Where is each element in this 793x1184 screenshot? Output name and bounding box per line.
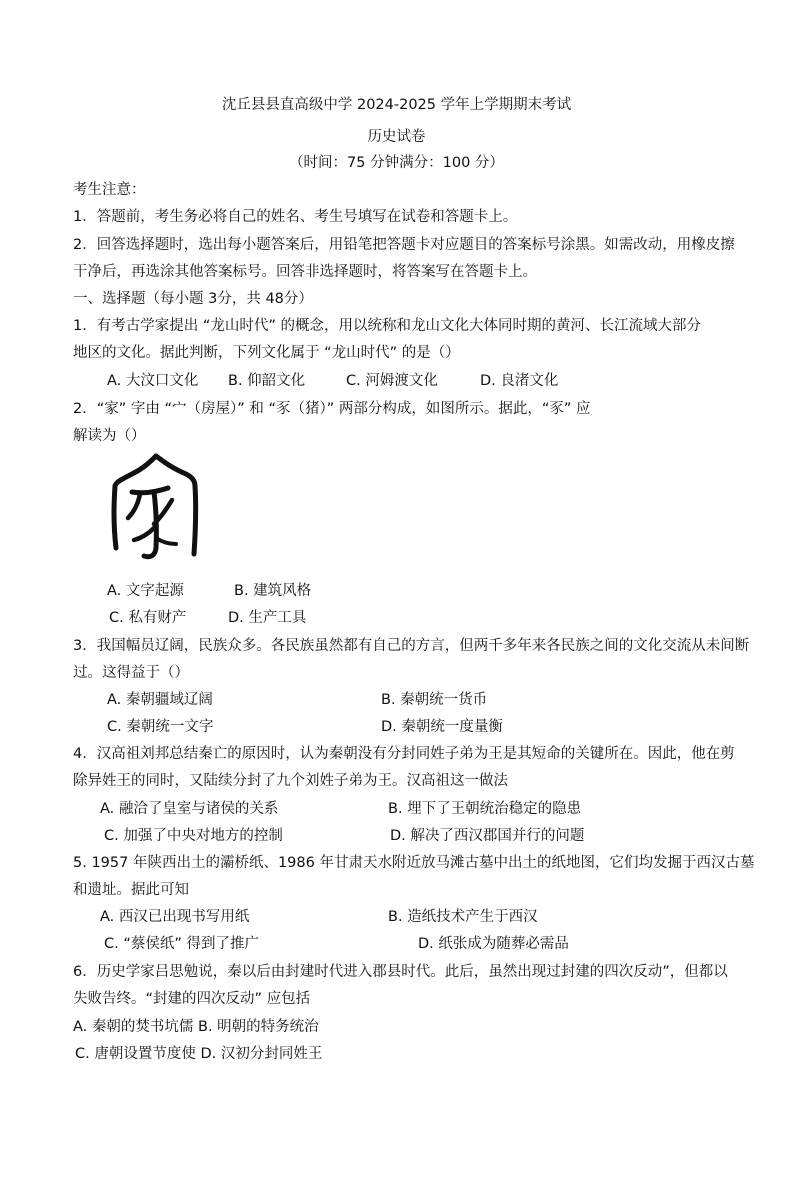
notice-item-2-line-1: 2．回答选择题时，选出每小题答案后，用铅笔把答题卡对应题目的答案标号涂黑。如需改动，用橡皮擦 — [73, 237, 735, 253]
question-2-option-d: D. 生产工具 — [228, 610, 307, 626]
question-5-option-a: A. 西汉已出现书写用纸 — [100, 909, 250, 925]
question-4-line-2: 除异姓王的同时，又陆续分封了九个刘姓子弟为王。汉高祖这一做法 — [73, 773, 508, 789]
question-6-line-1: 6．历史学家吕思勉说，秦以后由封建时代进入郡县时代。此后，虽然出现过封建的四次反动”，但都以 — [73, 964, 728, 980]
exam-time-info: （时间：75 分钟满分：100 分） — [289, 155, 504, 171]
question-1-option-c: C. 河姆渡文化 — [346, 373, 438, 389]
question-3-line-2: 过。这得益于（） — [73, 665, 189, 681]
question-1-line-1: 1．有考古学家提出 “龙山时代” 的概念，用以统称和龙山文化大体同时期的黄河、长江流域大部分 — [73, 318, 701, 334]
question-2-option-b: B. 建筑风格 — [234, 583, 312, 599]
question-6-line-2: 失败告终。“封建的四次反动” 应包括 — [73, 991, 311, 1007]
notice-item-1: 1．答题前，考生务必将自己的姓名、考生号填写在试卷和答题卡上。 — [73, 209, 518, 225]
question-6-options-c-d: C. 唐朝设置节度使 D. 汉初分封同姓王 — [75, 1046, 323, 1062]
question-5-option-c: C. “蔡侯纸” 得到了推广 — [104, 936, 259, 952]
question-2-line-1: 2．“家” 字由 “宀（房屋）” 和 “豕（猪）” 两部分构成，如图所示。据此，“豕” 应 — [73, 401, 591, 417]
question-2-option-a: A. 文字起源 — [107, 583, 184, 599]
notice-heading: 考生注意： — [73, 182, 146, 198]
question-2-line-2: 解读为（） — [73, 428, 146, 444]
question-1-option-a: A. 大汶口文化 — [107, 373, 199, 389]
question-5-line-1: 5. 1957 年陕西出土的灞桥纸、1986 年甘肃天水附近放马滩古墓中出土的纸地图，它们均发掘于西汉古墓 — [73, 855, 755, 871]
exam-subject: 历史试卷 — [367, 129, 426, 145]
question-3-line-1: 3．我国幅员辽阔，民族众多。各民族虽然都有自己的方言，但两千多年来各民族之间的文化交流从未间断 — [73, 638, 750, 654]
question-4-option-d: D. 解决了西汉郡国并行的问题 — [390, 828, 585, 844]
question-6-options-a-b: A. 秦朝的焚书坑儒 B. 明朝的特务统治 — [73, 1019, 319, 1035]
question-4-option-b: B. 埋下了王朝统治稳定的隐患 — [388, 801, 582, 817]
question-5-option-b: B. 造纸技术产生于西汉 — [388, 909, 538, 925]
question-3-option-c: C. 秦朝统一文字 — [107, 719, 214, 735]
exam-title: 沈丘县县直高级中学 2024-2025 学年上学期期末考试 — [221, 97, 572, 113]
question-4-option-c: C. 加强了中央对地方的控制 — [104, 828, 283, 844]
question-1-option-b: B. 仰韶文化 — [228, 373, 306, 389]
section-heading: 一、选择题（每小题 3分，共 48分） — [73, 291, 313, 307]
question-3-option-a: A. 秦朝疆域辽阔 — [107, 692, 213, 708]
notice-item-2-line-2: 干净后，再选涂其他答案标号。回答非选择题时，将答案写在答题卡上。 — [73, 264, 537, 280]
question-3-option-b: B. 秦朝统一货币 — [381, 692, 488, 708]
question-4-option-a: A. 融洽了皇室与诸侯的关系 — [100, 801, 279, 817]
question-2-option-c: C. 私有财产 — [109, 610, 187, 626]
question-4-line-1: 4．汉高祖刘邦总结秦亡的原因时，认为秦朝没有分封同姓子弟为王是其短命的关键所在。因此，他在剪 — [73, 746, 735, 762]
ancient-jia-character-image — [110, 452, 205, 571]
question-5-line-2: 和遗址。据此可知 — [73, 882, 189, 898]
question-1-option-d: D. 良渚文化 — [480, 373, 559, 389]
question-3-option-d: D. 秦朝统一度量衡 — [381, 719, 503, 735]
question-5-option-d: D. 纸张成为随葬必需品 — [418, 936, 569, 952]
question-1-line-2: 地区的文化。据此判断，下列文化属于 “龙山时代” 的是（） — [73, 345, 460, 361]
